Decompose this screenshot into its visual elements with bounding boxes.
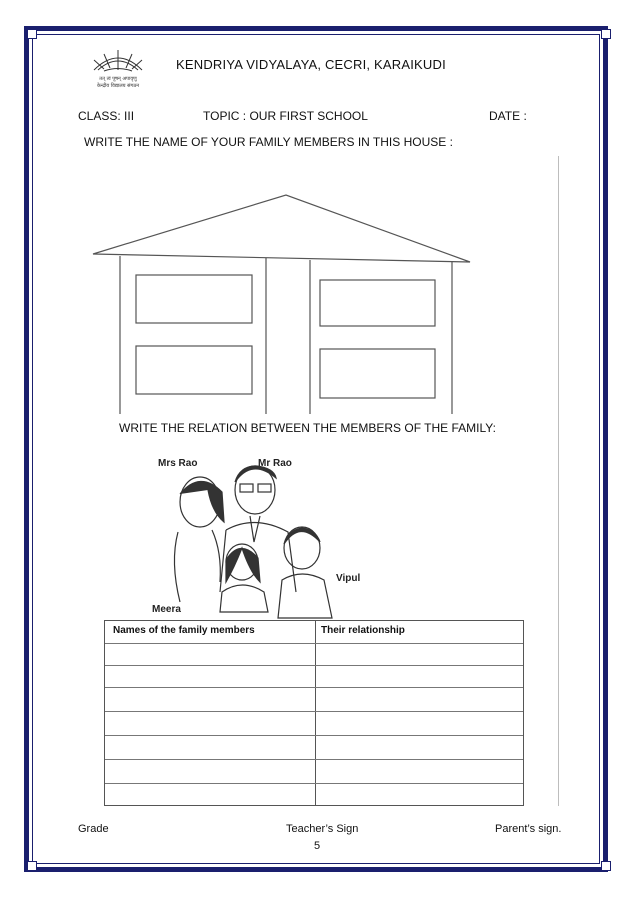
table-bottom-rule [324,805,522,806]
scan-edge-line [558,156,559,806]
label-mr-rao: Mr Rao [258,458,292,469]
logo-org-name: केन्द्रीय विद्यालय संगठन [96,83,140,89]
table-row-line [105,735,523,736]
house-instruction: WRITE THE NAME OF YOUR FAMILY MEMBERS IN THIS HOUSE : [84,135,453,149]
table-row-line [105,783,523,784]
table-header-names: Names of the family members [113,625,255,636]
kv-logo [80,44,156,90]
corner-ornament [601,861,611,871]
class-label: CLASS: III [78,109,135,123]
house-window-bottom-right [320,349,435,398]
corner-ornament [27,29,37,39]
corner-ornament [27,861,37,871]
relation-instruction: WRITE THE RELATION BETWEEN THE MEMBERS OF THE FAMILY: [119,421,496,435]
table-row-line [105,711,523,712]
teacher-sign-label: Teacher’s Sign [286,823,359,835]
label-meera: Meera [152,604,181,615]
family-illustration [150,452,360,620]
logo-motto: तत् त्वं पूषन् अपावृणु [99,76,137,82]
parent-sign-label: Parent’s sign. [495,823,562,835]
label-vipul: Vipul [336,573,361,584]
relationship-table [104,620,524,806]
house-roof [93,195,470,262]
topic-label: TOPIC : OUR FIRST SCHOOL [203,109,368,123]
house-window-top-left [136,275,252,323]
table-row-line [105,759,523,760]
house-window-top-right [320,280,435,326]
grade-label: Grade [78,823,109,835]
page-number: 5 [314,840,321,852]
table-column-divider [315,621,316,805]
label-mrs-rao: Mrs Rao [158,458,198,469]
corner-ornament [601,29,611,39]
school-name: KENDRIYA VIDYALAYA, CECRI, KARAIKUDI [176,57,446,72]
table-header-relationship: Their relationship [321,625,405,636]
date-label: DATE : [489,109,527,123]
table-row-line [105,665,523,666]
house-window-bottom-left [136,346,252,394]
table-row-line [105,687,523,688]
table-row-line [105,643,523,644]
house-drawing [90,192,475,418]
